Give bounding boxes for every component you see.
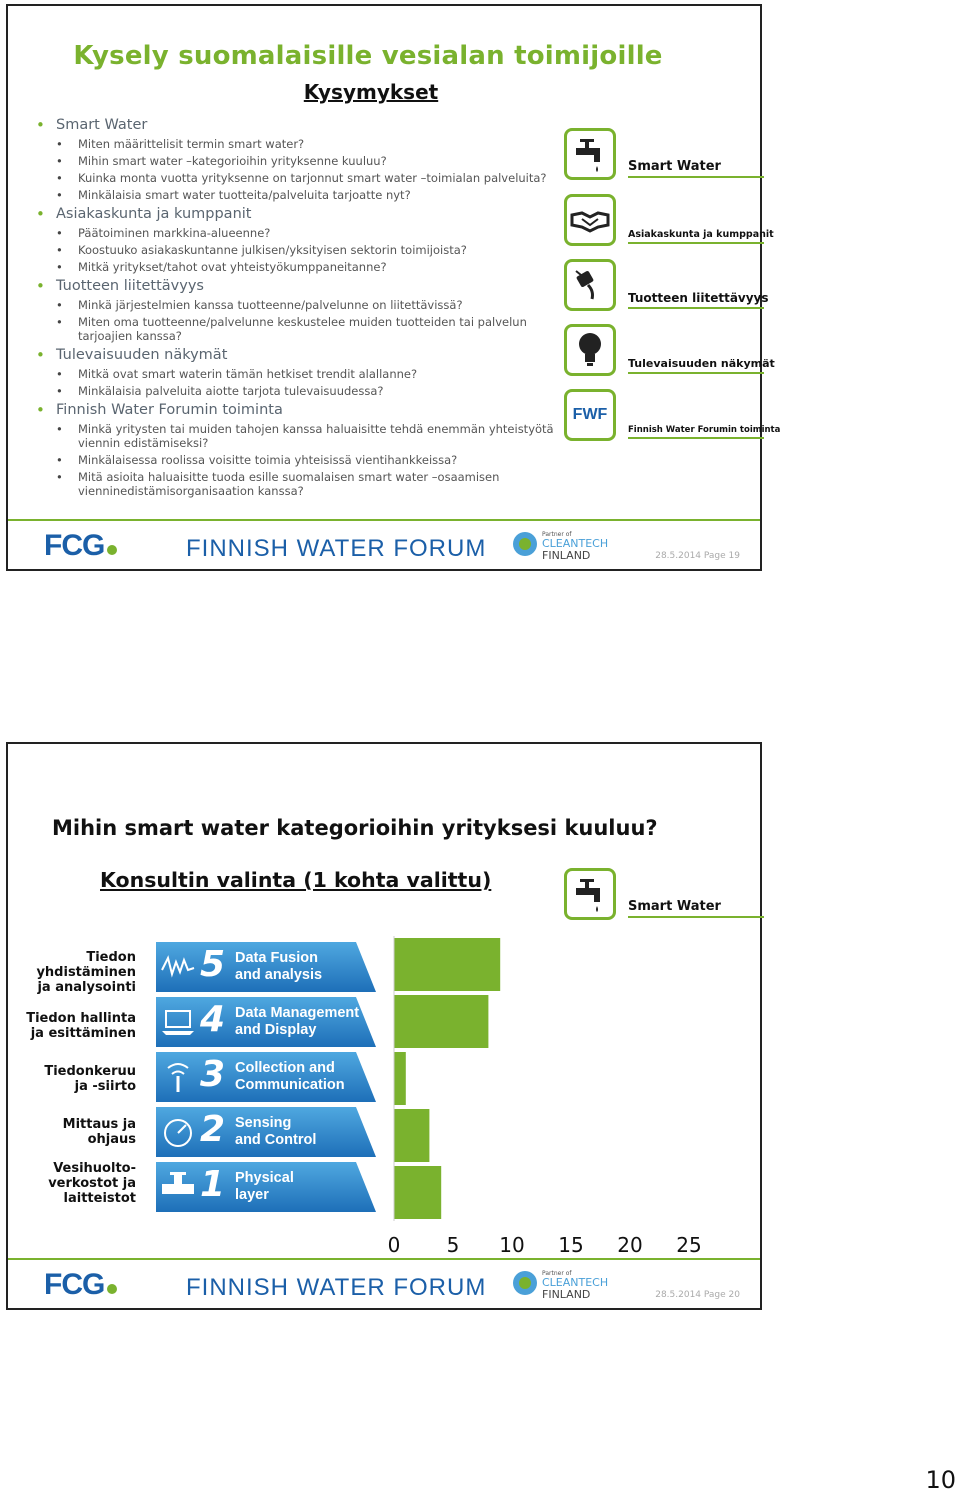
handshake-icon (564, 194, 616, 246)
question-section-title: • Tulevaisuuden näkymät (56, 346, 576, 365)
fwf-logo: FINNISH WATER FORUM (186, 535, 487, 562)
waveform-icon (160, 950, 196, 984)
page-info: 28.5.2014 Page 19 (655, 551, 740, 561)
layer-label-5: Tiedon yhdistäminen ja analysointi (36, 950, 136, 995)
layer-label-4: Tiedon hallinta ja esittäminen (26, 1011, 136, 1041)
faucet-icon (564, 128, 616, 180)
slide-title: Kysely suomalaisille vesialan toimijoille (73, 41, 663, 71)
x-tick-label: 10 (499, 1233, 525, 1257)
cleantech-logo: Partner of CLEANTECH FINLAND (512, 527, 622, 563)
question-item: • Koostuuko asiakaskuntanne julkisen/yksityisen sektorin toimijoista? (56, 243, 576, 257)
x-tick-label: 5 (446, 1233, 460, 1257)
question-item: • Mitkä yritykset/tahot ovat yhteistyökumppaneitanne? (56, 260, 576, 274)
question-section (36, 346, 576, 398)
laptop-icon (160, 1005, 196, 1039)
question-section-title: • Tuotteen liitettävyys (56, 277, 576, 296)
question-item: • Miten oma tuotteenne/palvelunne keskustelee muiden tuotteiden tai palvelun tarjoajien kanssa? (56, 315, 576, 343)
slide-subtitle: Kysymykset (303, 80, 439, 104)
layer-label-1: Vesihuolto- verkostot ja laitteistot (48, 1161, 136, 1206)
category-label: Finnish Water Forumin toiminta (628, 425, 764, 439)
fcg-logo: FCG (44, 1268, 117, 1302)
category-label: Tuotteen liitettävyys (628, 291, 764, 309)
slide-19 (6, 4, 781, 571)
question-item: • Minkälaisia palveluita aiotte tarjota tulevaisuudessa? (56, 384, 576, 398)
plug-icon (564, 259, 616, 311)
pipe-valve-icon (160, 1170, 196, 1204)
page-info: 28.5.2014 Page 20 (655, 1290, 740, 1300)
fcg-logo: FCG (44, 529, 117, 563)
slide-title: Mihin smart water kategorioihin yrityksesi kuuluu? (52, 816, 658, 840)
category-smart-water (564, 128, 764, 186)
question-section (36, 401, 576, 498)
x-tick-label: 25 (676, 1233, 702, 1257)
layer-band-4: 4 Data Management and Display (156, 995, 376, 1049)
question-item: • Minkä järjestelmien kanssa tuotteenne/palvelunne on liitettävissä? (56, 298, 576, 312)
x-tick-label: 20 (617, 1233, 643, 1257)
question-section (36, 277, 576, 343)
bar-5 (394, 1166, 441, 1219)
category-label: Smart Water (628, 159, 764, 178)
slide-footer (8, 1258, 760, 1308)
question-section-title: • Smart Water (56, 116, 576, 135)
layer-band-1: 1 Physical layer (156, 1160, 376, 1214)
question-section-title: • Asiakaskunta ja kumppanit (56, 205, 576, 224)
category-connectivity (564, 259, 769, 317)
question-item: • Minkälaisessa roolissa voisitte toimia yhteisissä vientihankkeissa? (56, 453, 576, 467)
question-item: • Minkälaisia smart water tuotteita/palveluita tarjoatte nyt? (56, 188, 576, 202)
question-item: • Päätoiminen markkina-alueenne? (56, 226, 576, 240)
lightbulb-icon (564, 324, 616, 376)
gauge-icon (160, 1115, 196, 1149)
layer-label-3: Tiedonkeruu ja -siirto (44, 1064, 136, 1094)
question-item: • Mitä asioita haluaisitte tuoda esille suomalaisen smart water –osaamisen vienninedistämisorganisaation kanssa? (56, 470, 576, 498)
category-smart-water (564, 868, 764, 926)
question-item: • Miten määrittelisit termin smart water? (56, 137, 576, 151)
category-future (564, 324, 775, 382)
bar-1 (394, 938, 500, 991)
category-label: Tulevaisuuden näkymät (628, 357, 764, 374)
question-item: • Mihin smart water –kategorioihin yrityksenne kuuluu? (56, 154, 576, 168)
slide-20 (6, 742, 762, 1310)
layer-band-3: 3 Collection and Communication (156, 1050, 376, 1104)
layer-label-2: Mittaus ja ohjaus (62, 1117, 136, 1147)
x-tick-label: 0 (387, 1233, 401, 1257)
bar-2 (394, 995, 488, 1048)
layer-band-2: 2 Sensing and Control (156, 1105, 376, 1159)
question-item: • Kuinka monta vuotta yrityksenne on tarjonnut smart water –toimialan palveluita? (56, 171, 576, 185)
faucet-icon (564, 868, 616, 920)
category-bar-chart (380, 926, 710, 1256)
fwf-icon-text: FWF (572, 406, 608, 423)
question-item: • Minkä yritysten tai muiden tahojen kanssa haluaisitte tehdä enemmän yhteistyötä viennin edistämiseksi? (56, 422, 576, 450)
question-item: • Mitkä ovat smart waterin tämän hetkiset trendit alallanne? (56, 367, 576, 381)
question-section (36, 205, 576, 274)
x-tick-label: 15 (558, 1233, 584, 1257)
bar-3 (394, 1052, 406, 1105)
document-page-number: 10 (925, 1466, 956, 1494)
question-section (36, 116, 576, 202)
category-fwf (564, 389, 781, 447)
layer-band-5: 5 Data Fusion and analysis (156, 940, 376, 994)
slide-subtitle: Konsultin valinta (1 kohta valittu) (100, 868, 492, 892)
antenna-icon (160, 1060, 196, 1094)
cleantech-logo: Partner of CLEANTECH FINLAND (512, 1266, 622, 1302)
question-section-title: • Finnish Water Forumin toiminta (56, 401, 576, 420)
bar-4 (394, 1109, 429, 1162)
fwf-icon (564, 389, 616, 441)
category-label: Asiakaskunta ja kumppanit (628, 229, 764, 244)
category-customers (564, 194, 774, 252)
category-label: Smart Water (628, 899, 764, 918)
question-list (36, 114, 576, 501)
slide-footer (8, 519, 760, 569)
fwf-logo: FINNISH WATER FORUM (186, 1274, 487, 1301)
